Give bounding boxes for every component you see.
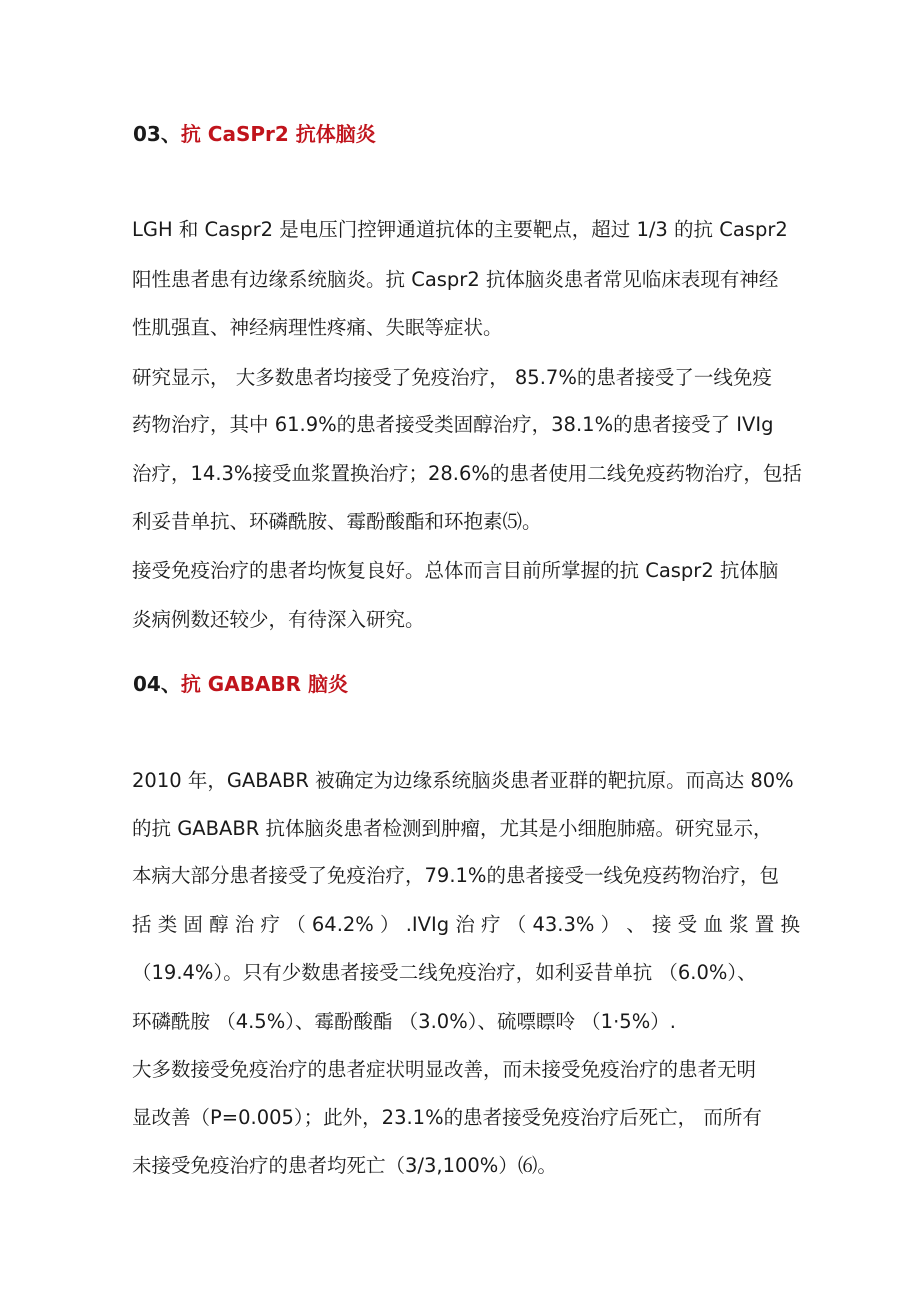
paragraph-line: 药物治疗，其中 61.9%的患者接受类固醇治疗，38.1%的患者接受了 IVIg xyxy=(132,413,774,436)
paragraph-line: 接受免疫治疗的患者均恢复良好。总体而言目前所掌握的抗 Caspr2 抗体脑 xyxy=(132,559,779,582)
paragraph-line: 环磷酰胺 （4.5%）、霉酚酸酯 （3.0%）、硫嘌瞟呤 （1·5%）. xyxy=(132,1010,676,1033)
paragraph-line: 研究显示， 大多数患者均接受了免疫治疗， 85.7%的患者接受了一线免疫 xyxy=(132,366,772,389)
paragraph-line: （19.4%）。只有少数患者接受二线免疫治疗，如利妥昔单抗 （6.0%）、 xyxy=(132,961,757,984)
paragraph-line: 炎病例数还较少，有待深入研究。 xyxy=(132,608,425,631)
paragraph-line: 大多数接受免疫治疗的患者症状明显改善，而未接受免疫治疗的患者无明 xyxy=(132,1058,757,1081)
section-03-heading xyxy=(133,120,376,148)
section-04-title: 抗 GABABR 脑炎 xyxy=(180,672,349,696)
paragraph-line: 的抗 GABABR 抗体脑炎患者检测到肿瘤，尤其是小细胞肺癌。研究显示， xyxy=(132,817,773,840)
paragraph-line: 显改善（P=0.005）；此外，23.1%的患者接受免疫治疗后死亡， 而所有 xyxy=(132,1106,762,1129)
section-03-number: 03、 xyxy=(133,122,181,146)
paragraph-line: 括 类 固 醇 治 疗 （ 64.2% ） .IVIg 治 疗 （ 43.3% ） 、 接 受 血 浆 置 换 xyxy=(132,913,800,936)
paragraph-line: 治疗，14.3%接受血浆置换治疗；28.6%的患者使用二线免疫药物治疗，包括 xyxy=(132,462,802,485)
paragraph-line: LGH 和 Caspr2 是电压门控钾通道抗体的主要靶点，超过 1/3 的抗 Caspr2 xyxy=(132,218,788,241)
paragraph-line: 阳性患者患有边缘系统脑炎。抗 Caspr2 抗体脑炎患者常见临床表现有神经 xyxy=(132,268,779,291)
paragraph-line: 本病大部分患者接受了免疫治疗，79.1%的患者接受一线免疫药物治疗，包 xyxy=(132,864,779,887)
paragraph-line: 2010 年，GABABR 被确定为边缘系统脑炎患者亚群的靶抗原。而高达 80% xyxy=(132,769,794,792)
section-04-number: 04、 xyxy=(133,672,181,696)
section-04-heading xyxy=(133,670,348,698)
paragraph-line: 性肌强直、神经病理性疼痛、失眠等症状。 xyxy=(132,316,503,339)
paragraph-line: 未接受免疫治疗的患者均死亡（3/3,100%）⑹。 xyxy=(132,1154,557,1177)
paragraph-line: 利妥昔单抗、环磷酰胺、霉酚酸酯和环抱素⑸。 xyxy=(132,510,542,533)
section-03-title: 抗 CaSPr2 抗体脑炎 xyxy=(180,122,376,146)
